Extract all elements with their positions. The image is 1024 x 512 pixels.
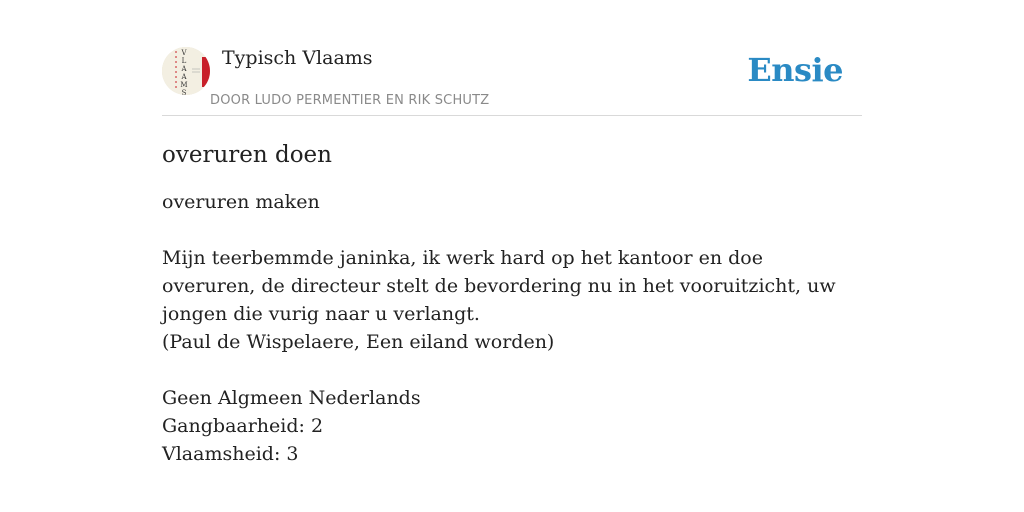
book-cover-image bbox=[162, 47, 210, 95]
entry-quote-source: (Paul de Wispelaere, Een eiland worden) bbox=[162, 331, 555, 353]
entry-quote: Mijn teerbemmde janinka, ik werk hard op het kantoor en doe overuren, de directeur stelt de bevordering nu in het vooruitzicht, uw jongen die vurig naar u verlangt. bbox=[162, 247, 836, 325]
entry-quote-block bbox=[162, 244, 862, 356]
book-authors: DOOR LUDO PERMENTIER EN RIK SCHUTZ bbox=[210, 93, 490, 108]
logo-letter: V bbox=[181, 49, 187, 57]
book-title[interactable]: Typisch Vlaams bbox=[222, 47, 373, 69]
vlaamsheid-rating: Vlaamsheid: 3 bbox=[162, 443, 299, 465]
gangbaarheid-rating: Gangbaarheid: 2 bbox=[162, 415, 324, 437]
logo-letter: A bbox=[181, 65, 187, 73]
entry-header bbox=[162, 40, 862, 116]
entry-card bbox=[162, 40, 862, 468]
book-cover-logo[interactable] bbox=[162, 47, 210, 95]
entry-meta bbox=[162, 384, 862, 468]
ensie-logo[interactable]: Ensie bbox=[747, 51, 843, 89]
entry-definition: overuren maken bbox=[162, 191, 320, 213]
logo-letter: M bbox=[180, 81, 188, 89]
entry-title: overuren doen bbox=[162, 142, 332, 168]
standard-note: Geen Algmeen Nederlands bbox=[162, 387, 421, 409]
logo-letter: L bbox=[181, 57, 187, 65]
logo-letter: S bbox=[181, 89, 187, 95]
logo-letter: A bbox=[181, 73, 187, 81]
